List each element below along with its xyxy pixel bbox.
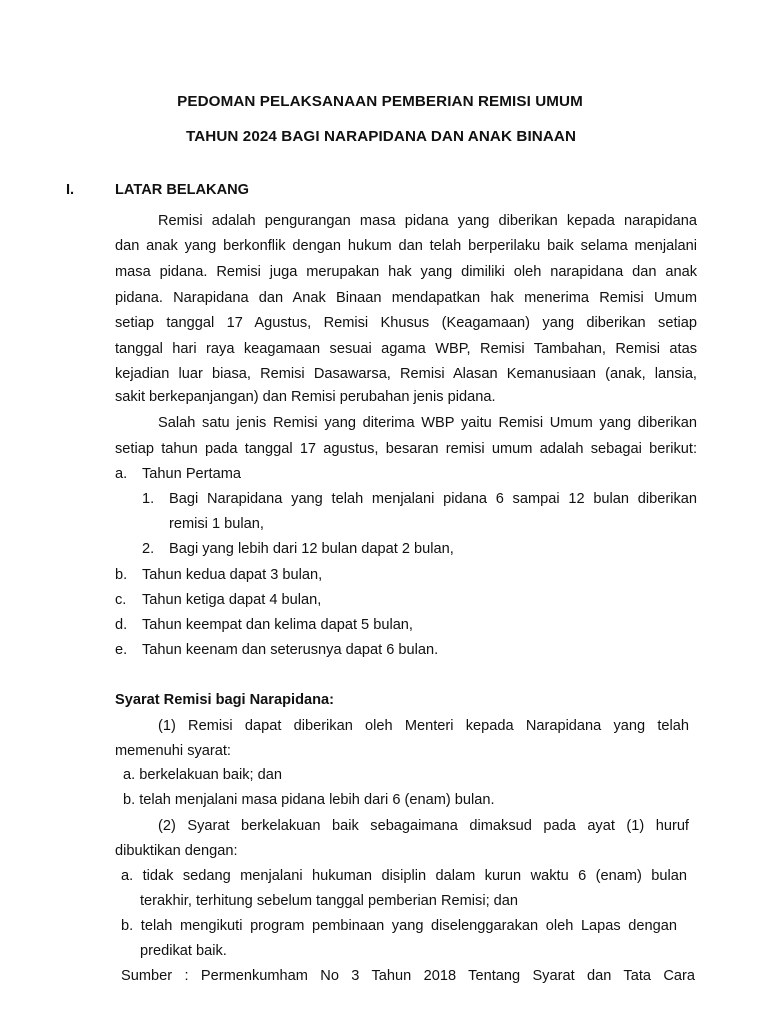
paragraph-line: (2) Syarat berkelakuan baik sebagaimana dimaksud pada ayat (1) huruf [158,818,689,834]
list-item: Tahun Pertama [142,466,241,482]
paragraph-line: Remisi adalah pengurangan masa pidana yang diberikan kepada narapidana [158,213,697,229]
list-item: Tahun keempat dan kelima dapat 5 bulan, [142,617,413,633]
list-item: Tahun keenam dan seterusnya dapat 6 bulan. [142,642,439,658]
paragraph-line: pidana. Narapidana dan Anak Binaan mendapatkan hak menerima Remisi Umum [115,290,697,306]
list-item: b. telah menjalani masa pidana lebih dari 6 (enam) bulan. [123,792,495,808]
sublist-marker: 1. [142,491,155,507]
list-item-continued: predikat baik. [140,943,227,959]
paragraph-line: dan anak yang berkonflik dengan hukum dan telah berperilaku baik selama menjalani [115,238,697,254]
sublist-item-continued: remisi 1 bulan, [169,516,264,532]
list-marker: a. [115,466,128,482]
list-marker: b. [115,567,128,583]
list-item-continued: terakhir, terhitung sebelum tanggal pemberian Remisi; dan [140,893,519,909]
paragraph-line: Salah satu jenis Remisi yang diterima WBP yaitu Remisi Umum yang diberikan [158,415,697,431]
document-title-line-1: PEDOMAN PELAKSANAAN PEMBERIAN REMISI UMUM [177,93,583,110]
subsection-heading: Syarat Remisi bagi Narapidana: [115,692,334,708]
section-number: I. [66,182,75,198]
section-heading: LATAR BELAKANG [115,182,250,198]
list-item: Tahun kedua dapat 3 bulan, [142,567,323,583]
list-marker: c. [115,592,127,608]
sublist-marker: 2. [142,541,155,557]
list-item: a. tidak sedang menjalani hukuman disiplin dalam kurun waktu 6 (enam) bulan [121,868,687,884]
paragraph-line: masa pidana. Remisi juga merupakan hak yang dimiliki oleh narapidana dan anak [115,264,697,280]
sublist-item: Bagi Narapidana yang telah menjalani pidana 6 sampai 12 bulan diberikan [169,491,697,507]
list-marker: e. [115,642,128,658]
sublist-item: Bagi yang lebih dari 12 bulan dapat 2 bulan, [169,541,454,557]
paragraph-line: setiap tahun pada tanggal 17 agustus, besaran remisi umum adalah sebagai berikut: [115,441,697,457]
paragraph-line: kejadian luar biasa, Remisi Dasawarsa, Remisi Alasan Kemanusiaan (anak, lansia, [115,366,697,382]
paragraph-line: memenuhi syarat: [115,743,231,759]
paragraph-line: (1) Remisi dapat diberikan oleh Menteri kepada Narapidana yang telah [158,718,689,734]
list-marker: d. [115,617,128,633]
paragraph-line: dibuktikan dengan: [115,843,238,859]
list-item: b. telah mengikuti program pembinaan yang diselenggarakan oleh Lapas dengan [121,918,677,934]
paragraph-line: sakit berkepanjangan) dan Remisi perubahan jenis pidana. [115,389,496,405]
paragraph-line: tanggal hari raya keagamaan sesuai agama WBP, Remisi Tambahan, Remisi atas [115,341,697,357]
source-citation: Sumber : Permenkumham No 3 Tahun 2018 Tentang Syarat dan Tata Cara [121,968,695,984]
paragraph-line: setiap tanggal 17 Agustus, Remisi Khusus (Keagamaan) yang diberikan setiap [115,315,697,331]
document-title-line-2: TAHUN 2024 BAGI NARAPIDANA DAN ANAK BINAAN [185,128,577,145]
list-item: a. berkelakuan baik; dan [123,767,283,783]
list-item: Tahun ketiga dapat 4 bulan, [142,592,322,608]
